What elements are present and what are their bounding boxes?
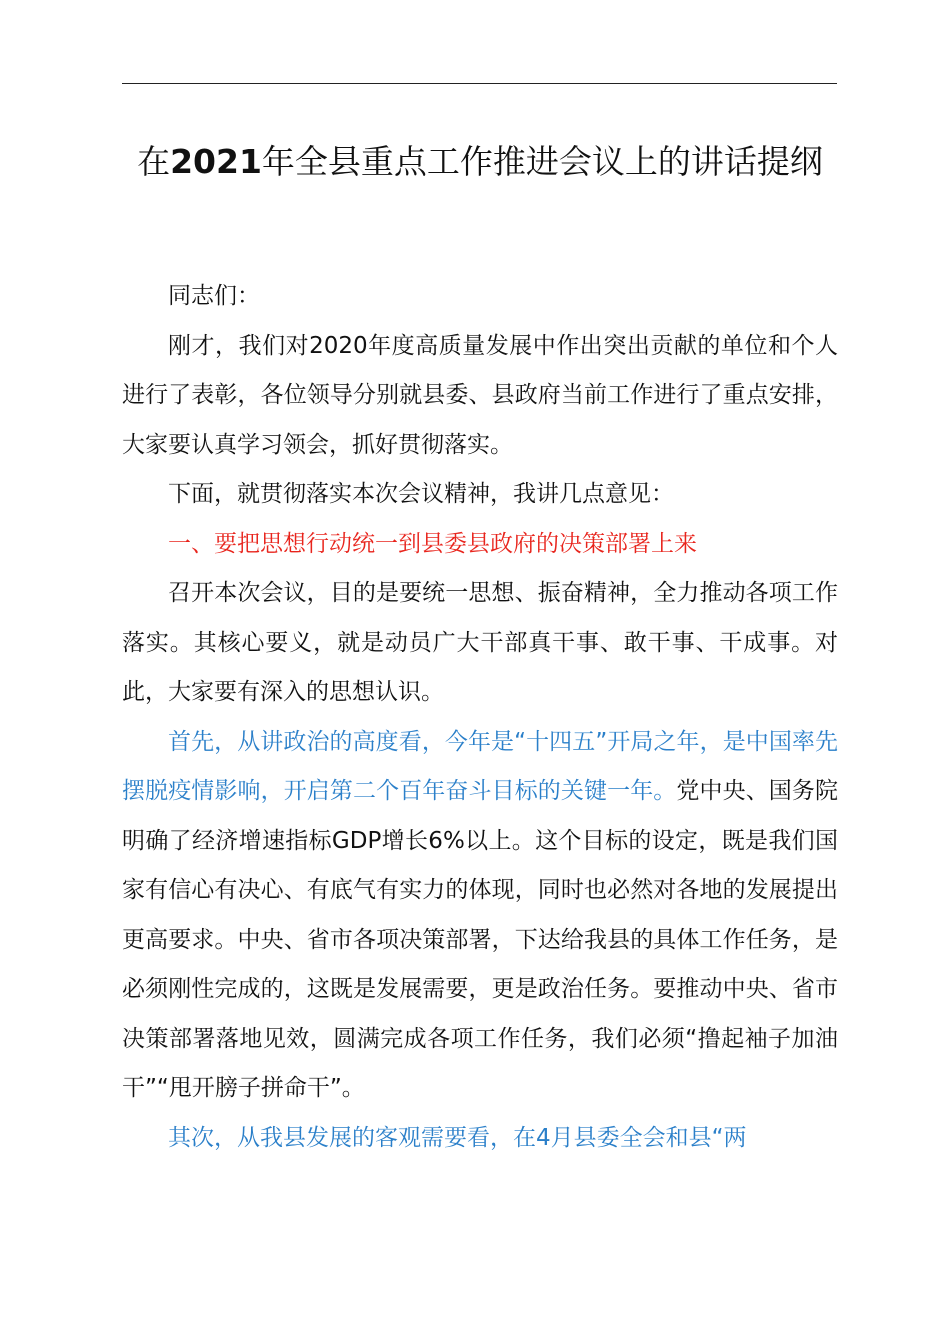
paragraph-second-point: 其次，从我县发展的客观需要看，在4月县委全会和县“两: [168, 1124, 747, 1151]
title-year: 2021: [170, 142, 262, 181]
paragraph-intro: 刚才，我们对2020年度高质量发展中作出突出贡献的单位和个人进行了表彰，各位领导分别就县委、县政府当前工作进行了重点安排，大家要认真学习领会，抓好贯彻落实。: [122, 332, 838, 458]
title-suffix: 年全县重点工作推进会议上的讲话提纲: [261, 142, 823, 181]
paragraph-first-point: [122, 718, 838, 1114]
section-heading-1: 一、要把思想行动统一到县委县政府的决策部署上来: [168, 530, 697, 557]
first-point-body: 党中央、国务院明确了经济增速指标GDP增长6%以上。这个目标的设定，既是我们国家有信心有决心、有底气有实力的体现，同时也必然对各地的发展提出更高要求。中央、省市各项决策部署，下达给我县的具体工作任务，是必须刚性完成的，这既是发展需要，更是政治任务。要推动中央、省市决策部署落地见效，圆满完成各项工作任务，我们必须“撸起袖子加油干”“甩开膀子拼命干”。: [122, 778, 839, 1101]
title-prefix: 在: [137, 142, 171, 181]
first-point-lead: 首先，从讲政治的高度看，今年是“十四五”开局之年，是中国率先摆脱疫情影响，开启第二个百年奋斗目标的关键一年。: [122, 728, 838, 804]
header-rule: [122, 83, 837, 84]
document-body: [122, 272, 838, 1163]
salutation: 同志们：: [168, 283, 260, 309]
paragraph-transition: 下面，就贯彻落实本次会议精神，我讲几点意见：: [168, 481, 674, 507]
document-title: [110, 138, 850, 186]
paragraph-purpose: 召开本次会议，目的是要统一思想、振奋精神，全力推动各项工作落实。其核心要义，就是动员广大干部真干事、敢干事、干成事。对此，大家要有深入的思想认识。: [122, 580, 838, 705]
